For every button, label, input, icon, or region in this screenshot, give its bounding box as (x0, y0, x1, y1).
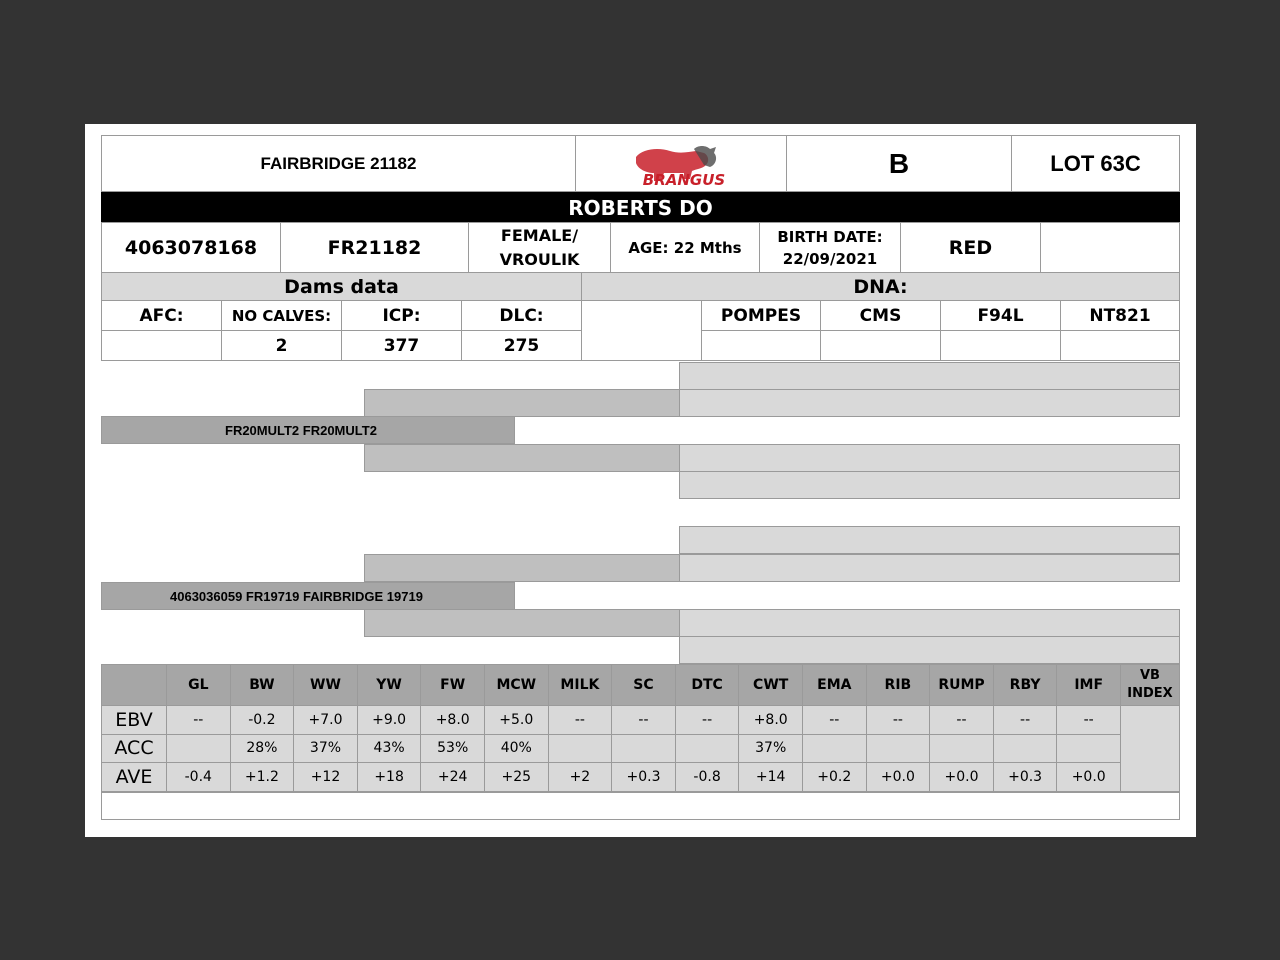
ebv-col-header: DTC (675, 664, 740, 706)
ebv-cell (802, 734, 867, 764)
ebv-col-header: EMA (802, 664, 867, 706)
dna-pompes-header: POMPES (701, 300, 821, 331)
dams-afc-header: AFC: (101, 300, 222, 331)
ebv-cell: -- (166, 705, 231, 735)
ebv-cell: +0.3 (611, 762, 676, 792)
ebv-corner (101, 664, 167, 706)
ebv-row-label: EBV (101, 705, 167, 735)
ebv-col-header: RUMP (929, 664, 994, 706)
ebv-cell (548, 734, 613, 764)
ebv-cell: 37% (293, 734, 358, 764)
ebv-cell: +0.3 (993, 762, 1058, 792)
ebv-cell: -0.2 (230, 705, 295, 735)
ebv-col-header: BW (230, 664, 295, 706)
ebv-col-header: MILK (548, 664, 613, 706)
birth-date: BIRTH DATE: 22/09/2021 (759, 222, 901, 273)
ebv-cell: +0.2 (802, 762, 867, 792)
ebv-cell: +24 (420, 762, 485, 792)
ebv-cell (993, 734, 1058, 764)
ebv-cell: 37% (738, 734, 803, 764)
ebv-cell: +9.0 (357, 705, 422, 735)
ebv-cell: +5.0 (484, 705, 549, 735)
ebv-row-label: ACC (101, 734, 167, 764)
animal-age: AGE: 22 Mths (610, 222, 760, 273)
ebv-cell: -0.4 (166, 762, 231, 792)
ebv-cell: -- (675, 705, 740, 735)
ebv-cell: +0.0 (1056, 762, 1121, 792)
owner-name: ROBERTS DO (101, 192, 1180, 223)
dams-no-calves-value: 2 (221, 330, 342, 361)
ebv-col-header: RBY (993, 664, 1058, 706)
ebv-col-header: SC (611, 664, 676, 706)
animal-colour: RED (900, 222, 1041, 273)
ebv-col-header: WW (293, 664, 358, 706)
grade-badge: B (786, 135, 1012, 192)
dams-icp-value: 377 (341, 330, 462, 361)
ebv-cell: +8.0 (738, 705, 803, 735)
ebv-cell: -- (611, 705, 676, 735)
dams-data-title: Dams data (101, 272, 582, 301)
dams-dlc-header: DLC: (461, 300, 582, 331)
ebv-cell: 40% (484, 734, 549, 764)
ebv-cell: 28% (230, 734, 295, 764)
ebv-cell: +2 (548, 762, 613, 792)
ebv-cell: -- (548, 705, 613, 735)
animal-tag: FR21182 (280, 222, 469, 273)
vb-index-header: VB INDEX (1120, 664, 1180, 706)
ebv-cell: +7.0 (293, 705, 358, 735)
ebv-table (85, 124, 1196, 837)
dams-dlc-value: 275 (461, 330, 582, 361)
ebv-col-header: YW (357, 664, 422, 706)
animal-id-number: 4063078168 (101, 222, 281, 273)
ebv-cell: -- (1056, 705, 1121, 735)
ebv-cell: +18 (357, 762, 422, 792)
ebv-col-header: CWT (738, 664, 803, 706)
ebv-col-header: MCW (484, 664, 549, 706)
ebv-cell (929, 734, 994, 764)
ebv-cell: -0.8 (675, 762, 740, 792)
ebv-cell: 53% (420, 734, 485, 764)
dna-title: DNA: (581, 272, 1180, 301)
pedigree-sire: FR20MULT2 FR20MULT2 (101, 416, 515, 444)
lot-number: LOT 63C (1011, 135, 1180, 192)
ebv-cell: -- (929, 705, 994, 735)
ebv-cell (675, 734, 740, 764)
ebv-cell: +0.0 (866, 762, 931, 792)
ebv-col-header: IMF (1056, 664, 1121, 706)
dna-nt821-header: NT821 (1060, 300, 1180, 331)
ebv-cell: +12 (293, 762, 358, 792)
ebv-cell: +14 (738, 762, 803, 792)
dams-no-calves-header: NO CALVES: (221, 300, 342, 331)
ebv-cell: -- (993, 705, 1058, 735)
svg-text:BRANGUS: BRANGUS (642, 170, 726, 189)
vb-index-value (1120, 705, 1180, 792)
ebv-footer-blank (101, 792, 1180, 820)
pedigree-dam: 4063036059 FR19719 FAIRBRIDGE 19719 (101, 582, 515, 610)
dams-icp-header: ICP: (341, 300, 462, 331)
ebv-cell (611, 734, 676, 764)
animal-name: FAIRBRIDGE 21182 (101, 135, 576, 192)
ebv-cell: -- (866, 705, 931, 735)
dna-f94l-header: F94L (940, 300, 1061, 331)
ebv-cell (866, 734, 931, 764)
ebv-cell (166, 734, 231, 764)
animal-sex: FEMALE/ VROULIK (468, 222, 611, 273)
ebv-cell (1056, 734, 1121, 764)
ebv-cell: +25 (484, 762, 549, 792)
ebv-col-header: RIB (866, 664, 931, 706)
dna-cms-header: CMS (820, 300, 941, 331)
ebv-cell: +1.2 (230, 762, 295, 792)
ebv-row-label: AVE (101, 762, 167, 792)
ebv-cell: 43% (357, 734, 422, 764)
ebv-cell: +0.0 (929, 762, 994, 792)
lot-card (85, 124, 1196, 837)
ebv-col-header: GL (166, 664, 231, 706)
ebv-cell: -- (802, 705, 867, 735)
ebv-cell: +8.0 (420, 705, 485, 735)
ebv-col-header: FW (420, 664, 485, 706)
